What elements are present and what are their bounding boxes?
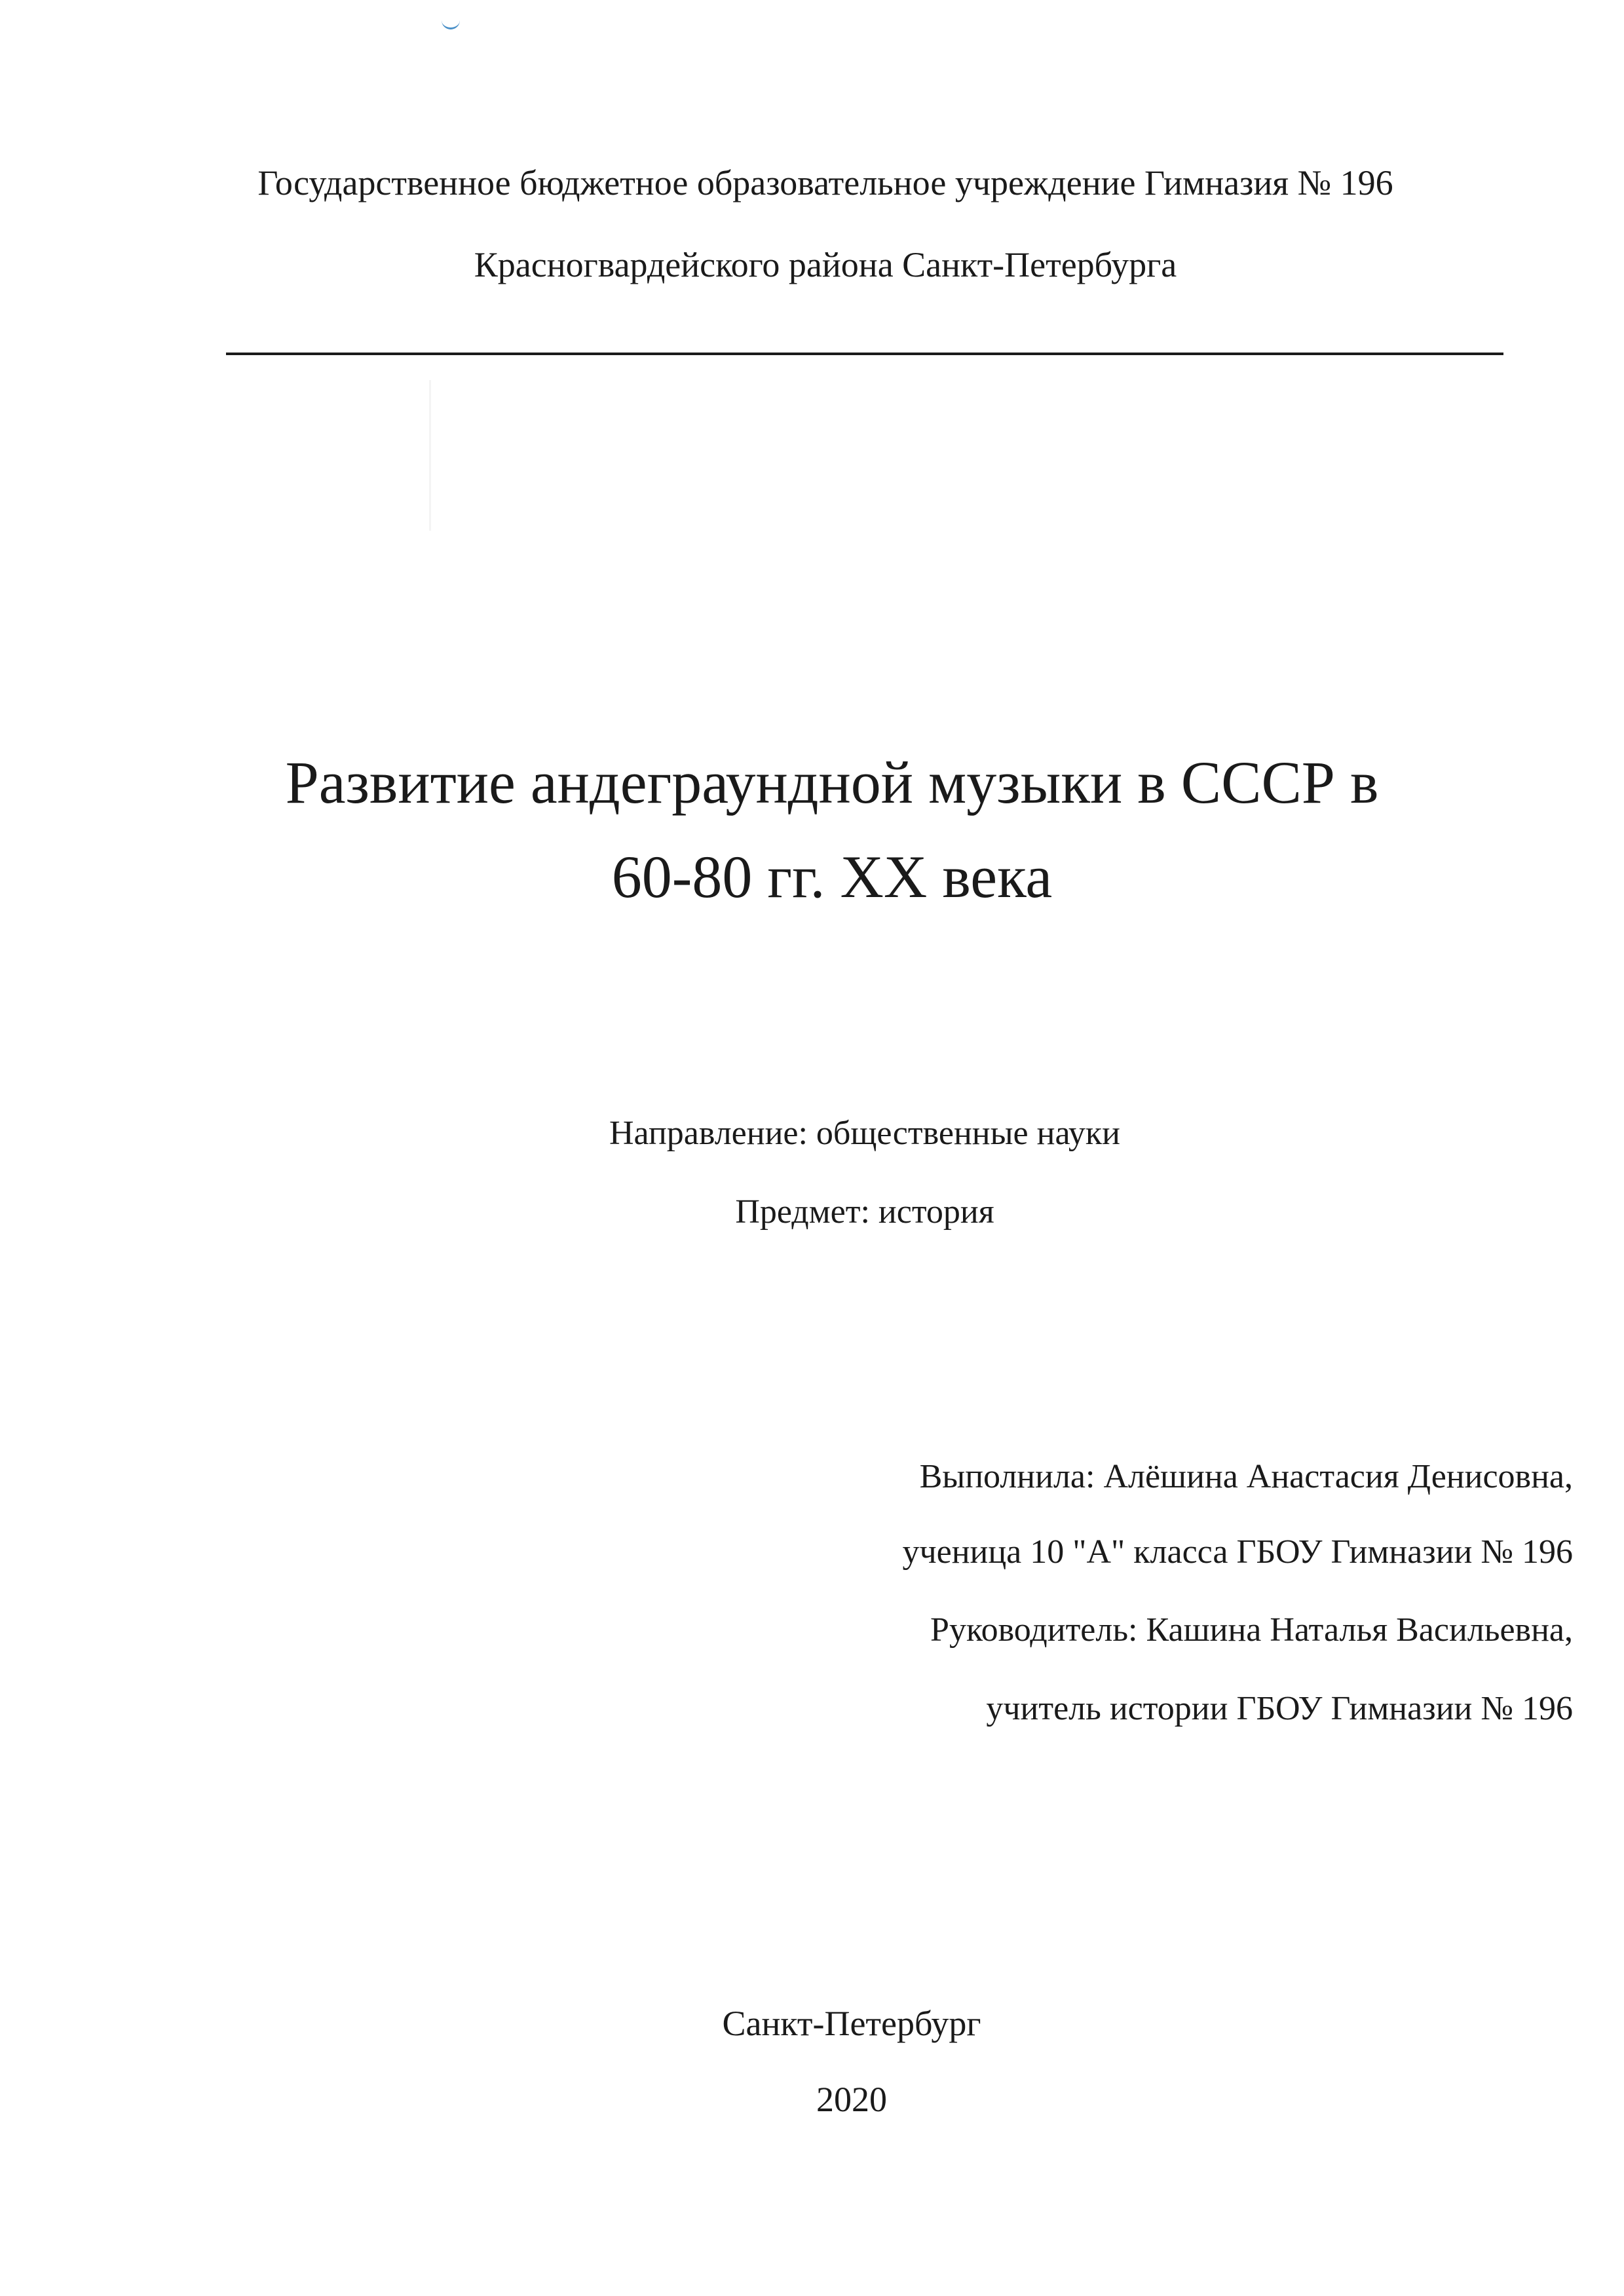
header-divider <box>226 353 1503 355</box>
subject-label: Предмет: история <box>735 1193 994 1231</box>
supervisor-position-line: учитель истории ГБОУ Гимназии № 196 <box>986 1690 1573 1727</box>
author-line: Выполнила: Алёшина Анастасия Денисовна, <box>919 1458 1573 1495</box>
scan-artifact-shadow <box>429 380 431 531</box>
scan-artifact-mark <box>442 20 460 29</box>
author-class-line: ученица 10 "А" класса ГБОУ Гимназии № 196 <box>902 1533 1573 1571</box>
year-label: 2020 <box>816 2080 887 2119</box>
institution-name-line-2: Красногвардейского района Санкт-Петербурга <box>474 245 1177 284</box>
document-title-line-2: 60-80 гг. XX века <box>611 843 1053 910</box>
institution-name-line-1: Государственное бюджетное образовательное учреждение Гимназия № 196 <box>257 163 1393 202</box>
city-label: Санкт-Петербург <box>722 2004 981 2043</box>
supervisor-line: Руководитель: Кашина Наталья Васильевна, <box>930 1611 1573 1649</box>
direction-label: Направление: общественные науки <box>609 1115 1120 1152</box>
document-title-line-1: Развитие андеграундной музыки в СССР в <box>285 749 1379 816</box>
